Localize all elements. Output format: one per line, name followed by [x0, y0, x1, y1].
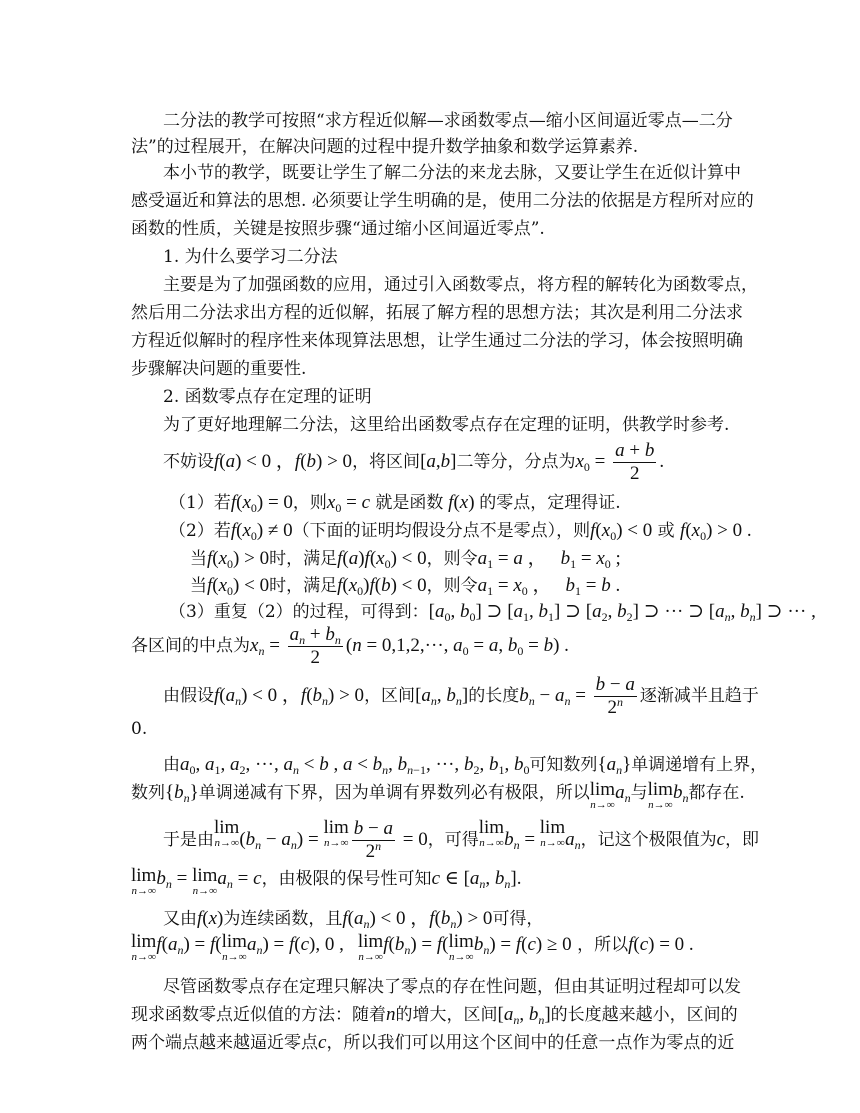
- proof-length-line-end: 0.: [131, 719, 148, 739]
- proof-case-1: （1）若$f(x_0) = 0$，则$x_0 = c$ 就是函数 f(x) 的零点，定理得证.: [169, 492, 621, 515]
- proof-assumption-line: 不妨设f(a) < 0 ，f(b) > 0，将区间[a,b]二等分，分点为$x_0$ = $\frac{a + b}{2}$ .: [163, 440, 665, 485]
- proof-midpoints-line: 各区间的中点为$x_n$ = $\frac{a_n + b_n}{2}$ (n = 0,1,2,···, $a_0 = a$, $b_0 = b$) .: [131, 624, 569, 669]
- proof-subcase-negative: 当$f(x_0) < 0$时，满足$f(x_0)f(b) < 0$，则令$a_1 = x_0$ ， $b_1 = b$ .: [190, 575, 621, 598]
- midpoint-n-fraction: $\frac{a_n + b_n}{2}$: [289, 624, 341, 669]
- proof-continuity-line-1: 又由f(x)为连续函数，且$f(a_n) < 0$ ，$f(b_n) > 0$可得，: [163, 908, 544, 931]
- paragraph-intro-line-1: 二分法的教学可按照“求方程近似解—求函数零点—缩小区间逼近零点—二分: [163, 111, 733, 131]
- paragraph-why-line-1: 主要是为了加强函数的应用，通过引入函数零点，将方程的解转化为函数零点，: [163, 275, 758, 295]
- proof-length-line: 由假设$f(a_n) < 0$ ，$f(b_n) > 0$，区间[$a_n$, $b_n$]的长度$b_n - a_n$ = $\frac{b - a}{2^n}$ 逐渐减半且趋于: [163, 674, 759, 719]
- paragraph-conclusion-line-3: 两个端点越来越逼近零点c，所以我们可以用这个区间中的任意一点作为零点的近: [131, 1032, 735, 1053]
- paragraph-conclusion-line-1: 尽管函数零点存在定理只解决了零点的存在性问题，但由其证明过程却可以发: [163, 977, 741, 997]
- paragraph-section-line-2: 感受逼近和算法的思想. 必须要让学生明确的是，使用二分法的依据是方程所对应的: [131, 191, 754, 211]
- paragraph-why-line-2: 然后用二分法求出方程的近似解，拓展了解方程的思想方法；其次是利用二分法求: [131, 303, 743, 323]
- proof-limit-line-2: lim n→∞ $b_n = \lim$ n→∞ $a_n = c$，由极限的保号性可知c ∈ [$a_n$, $b_n$].: [131, 865, 522, 897]
- heading-why-bisection: 1. 为什么要学习二分法: [163, 247, 338, 267]
- paragraph-section-line-1: 本小节的教学，既要让学生了解二分法的来龙去脉，又要让学生在近似计算中: [163, 163, 741, 183]
- proof-case-3: （3）重复（2）的过程，可得到：[$a_0$, $b_0$] ⊃ [$a_1$, $b_1$] ⊃ [$a_2$, $b_2$] ⊃ ··· ⊃ [$a_n$, $b_n$] ⊃ ··· ,: [169, 601, 816, 624]
- length-fraction: $\frac{b - a}{2^n}$: [595, 674, 635, 719]
- paragraph-proof-intro: 为了更好地理解二分法，这里给出函数零点存在定理的证明，供教学时参考.: [163, 415, 730, 435]
- proof-subcase-positive: 当$f(x_0) > 0$时，满足$f(a)f(x_0) < 0$，则令$a_1 = a$ ， $b_1 = x_0$ ;: [190, 548, 621, 571]
- proof-monotone-line-1: 由$a_0$, $a_1$, $a_2$, ···, $a_n < b$ , $a < b_n$, $b_{n-1}$, ···, $b_2$, $b_1$, $b_0$可知数列$\{a_n\}$单调递增有上界，: [163, 754, 768, 777]
- paragraph-why-line-4: 步骤解决问题的重要性.: [131, 359, 307, 379]
- midpoint-fraction: $\frac{a + b}{2}$: [615, 440, 655, 485]
- paragraph-section-line-3: 函数的性质，关键是按照步骤“通过缩小区间逼近零点”.: [131, 219, 545, 239]
- heading-theorem-proof: 2. 函数零点存在定理的证明: [163, 387, 372, 407]
- paragraph-why-line-3: 方程近似解时的程序性来体现算法思想，让学生通过二分法的学习，体会按照明确: [131, 331, 743, 351]
- proof-limit-line-1: 于是由lim n→∞ $(b_n - a_n) = \lim$ n→∞ $\frac{b - a}{2^n}$ = 0，可得lim n→∞ $b_n = \lim$ n→∞ $a_n$，记这个极限值为c，即: [163, 817, 760, 863]
- paragraph-intro-line-2: 法”的过程展开，在解决问题的过程中提升数学抽象和数学运算素养.: [131, 137, 639, 157]
- proof-monotone-line-2: 数列$\{b_n\}$单调递减有下界，因为单调有界数列必有极限，所以lim n→∞ $a_n$与lim n→∞ $b_n$都存在.: [131, 779, 745, 811]
- proof-case-2: （2）若$f(x_0) \ne 0$（下面的证明均假设分点不是零点），则$f(x_0) < 0$ 或 $f(x_0) > 0$ .: [169, 520, 752, 543]
- paragraph-conclusion-line-2: 现求函数零点近似值的方法：随着n的增大，区间[$a_n$, $b_n$]的长度越来越小，区间的: [131, 1004, 738, 1027]
- proof-continuity-line-2: lim n→∞ $f(a_n) = f(\lim$ n→∞ $a_n) = f(c)$, 0 , lim n→∞ $f(b_n) = f(\lim$ n→∞ $b_n) = f(c) \ge 0$ ，所以f(c) = 0 .: [131, 931, 694, 963]
